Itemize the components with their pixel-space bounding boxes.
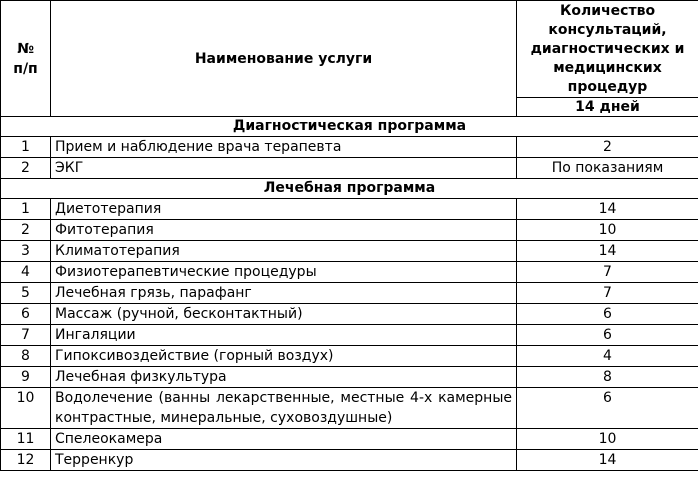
row-count: 10 [517, 429, 698, 450]
row-number: 6 [1, 304, 51, 325]
row-service-name: Терренкур [51, 450, 517, 471]
table-row [1, 158, 698, 179]
row-count: 6 [517, 388, 698, 429]
table-row [1, 304, 698, 325]
row-count: 6 [517, 304, 698, 325]
table-row [1, 241, 698, 262]
row-count: 2 [517, 137, 698, 158]
row-service-name: Гипоксивоздействие (горный воздух) [51, 346, 517, 367]
row-number: 9 [1, 367, 51, 388]
row-number: 1 [1, 199, 51, 220]
section-title-diagnostic: Диагностическая программа [1, 117, 698, 137]
row-number: 5 [1, 283, 51, 304]
row-number: 4 [1, 262, 51, 283]
row-service-name: Диетотерапия [51, 199, 517, 220]
header-num-cell [1, 1, 51, 117]
header-name-cell: Наименование услуги [51, 1, 517, 117]
table-row [1, 429, 698, 450]
table-row [1, 262, 698, 283]
row-service-name: Водолечение (ванны лекарственные, местные 4-х камерные контрастные, минеральные, суховоздушные) [51, 388, 517, 429]
row-count: 14 [517, 450, 698, 471]
row-service-name: Прием и наблюдение врача терапевта [51, 137, 517, 158]
header-count-cell: Количество консультаций, диагностических и медицинских процедур [517, 1, 698, 98]
row-count: 10 [517, 220, 698, 241]
row-number: 8 [1, 346, 51, 367]
row-service-name: Фитотерапия [51, 220, 517, 241]
row-service-name: Спелеокамера [51, 429, 517, 450]
row-service-name: Физиотерапевтические процедуры [51, 262, 517, 283]
table-row [1, 283, 698, 304]
row-service-name: Лечебная грязь, парафанг [51, 283, 517, 304]
row-number: 3 [1, 241, 51, 262]
row-count: 7 [517, 262, 698, 283]
table-row [1, 325, 698, 346]
header-num-line1: № [17, 40, 34, 57]
row-service-name: ЭКГ [51, 158, 517, 179]
header-num-line2: п/п [13, 60, 38, 77]
row-count: 14 [517, 241, 698, 262]
row-number: 11 [1, 429, 51, 450]
row-service-name: Ингаляции [51, 325, 517, 346]
row-count: 8 [517, 367, 698, 388]
table-row [1, 367, 698, 388]
row-service-name: Климатотерапия [51, 241, 517, 262]
row-service-name: Массаж (ручной, бесконтактный) [51, 304, 517, 325]
header-days-cell: 14 дней [517, 98, 698, 117]
table-row [1, 346, 698, 367]
table-row [1, 388, 698, 429]
row-number: 1 [1, 137, 51, 158]
row-service-name: Лечебная физкультура [51, 367, 517, 388]
row-count: По показаниям [517, 158, 698, 179]
table-row [1, 199, 698, 220]
table-row [1, 220, 698, 241]
row-number: 7 [1, 325, 51, 346]
table-row [1, 137, 698, 158]
row-count: 4 [517, 346, 698, 367]
row-number: 12 [1, 450, 51, 471]
row-count: 7 [517, 283, 698, 304]
section-title-treatment: Лечебная программа [1, 179, 698, 199]
row-number: 2 [1, 158, 51, 179]
row-count: 6 [517, 325, 698, 346]
row-number: 10 [1, 388, 51, 429]
row-count: 14 [517, 199, 698, 220]
row-number: 2 [1, 220, 51, 241]
table-row [1, 450, 698, 471]
